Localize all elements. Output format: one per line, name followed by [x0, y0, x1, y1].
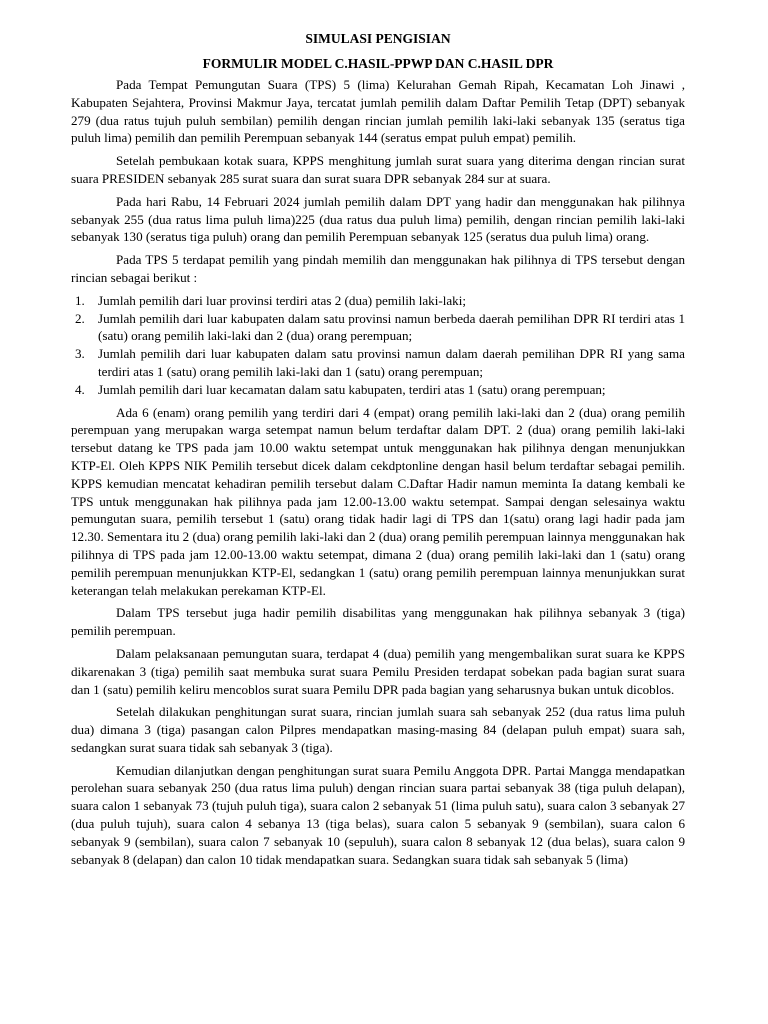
list-item: [71, 292, 685, 310]
list-item: [71, 310, 685, 346]
list-text: Jumlah pemilih dari luar kabupaten dalam satu provinsi namun berbeda daerah pemilihan DPR RI terdiri atas 1 (satu) orang pemilih laki-laki dan 2 (dua) orang perempuan;: [98, 310, 685, 344]
list-text: Jumlah pemilih dari luar kecamatan dalam satu kabupaten, terdiri atas 1 (satu) orang perempuan;: [98, 381, 606, 397]
document-body: [71, 30, 685, 873]
paragraph-pindah-memilih: Pada TPS 5 terdapat pemilih yang pindah memilih dan menggunakan hak pilihnya di TPS tersebut dengan rincian sebagai berikut :: [71, 252, 685, 285]
list-number: 4.: [75, 381, 85, 397]
list-item: [71, 345, 685, 381]
paragraph-surat-suara-rusak: Dalam pelaksanaan pemungutan suara, terdapat 4 (dua) pemilih yang mengembalikan surat suara ke KPPS dikarenakan 3 (tiga) pemilih saat membuka surat suara Pemilu Presiden terdapat sobekan pada bagian surat suara dan 1 (satu) pemilih keliru mencoblos surat suara Pemilu DPR pada bagian yang seharusnya bukan untuk dicoblos.: [71, 645, 685, 697]
document-subtitle: FORMULIR MODEL C.HASIL-PPWP DAN C.HASIL DPR: [202, 56, 554, 71]
list-number: 2.: [75, 310, 85, 326]
paragraph-hasil-pilpres: Setelah dilakukan penghitungan surat suara, rincian jumlah suara sah sebanyak 252 (dua ratus lima puluh dua) dimana 3 (tiga) pasangan calon Pilpres mendapatkan masing-masing 84 (delapan puluh empat) suara sah, sedangkan surat suara tidak sah sebanyak 3 (tiga).: [71, 704, 685, 755]
list-text: Jumlah pemilih dari luar kabupaten dalam satu provinsi namun dalam daerah pemilihan DPR RI yang sama terdiri atas 1 (satu) orang pemilih laki-laki dan 1 (satu) orang perempuan;: [98, 346, 685, 379]
paragraph-hasil-dpr: Kemudian dilanjutkan dengan penghitungan surat suara Pemilu Anggota DPR. Partai Mangga mendapatkan perolehan suara sebanyak 250 (dua ratus lima puluh) dengan rincian suara partai sebanyak 38 (tiga puluh delapan), suara calon 1 sebanyak 73 (tujuh puluh tiga), suara calon 2 sebanyak 51 (lima puluh satu), suara calon 3 sebanyak 27 (dua puluh tujuh), suara calon 4 sebanya 13 (tiga belas), suara calon 5 sebanyak 9 (sembilan), suara calon 6 sebanyak 9 (sembilan), suara calon 7 sebanyak 10 (sepuluh), suara calon 8 sebanyak 12 (dua belas), suara calon 9 sebanyak 8 (delapan) dan calon 10 tidak mendapatkan suara. Sedangkan suara tidak sah sebanyak 5 (lima): [71, 762, 685, 867]
paragraph-disabilitas: Dalam TPS tersebut juga hadir pemilih disabilitas yang menggunakan hak pilihnya sebanyak 3 (tiga) pemilih perempuan.: [71, 605, 685, 639]
paragraph-dpt: Pada Tempat Pemungutan Suara (TPS) 5 (lima) Kelurahan Gemah Ripah, Kecamatan Loh Jinawi , Kabupaten Sejahtera, Provinsi Makmur Jaya, tercatat jumlah pemilih dalam Daftar Pemilih Tetap (DPT) sebanyak 279 (dua ratus tujuh puluh sembilan) pemilih dengan rincian jumlah pemilih laki-laki sebanyak 135 (seratus tiga puluh lima) pemilih dan pemilih Perempuan sebanyak 144 (seratus empat puluh empat) pemilih.: [71, 77, 685, 146]
list-item: [71, 381, 685, 399]
list-number: 1.: [75, 292, 85, 308]
list-text: Jumlah pemilih dari luar provinsi terdiri atas 2 (dua) pemilih laki-laki;: [98, 292, 466, 308]
paragraph-surat-suara: Setelah pembukaan kotak suara, KPPS menghitung jumlah surat suara yang diterima dengan rincian surat suara PRESIDEN sebanyak 285 surat suara dan surat suara DPR sebanyak 284 sur at suara.: [71, 153, 685, 186]
document-title: SIMULASI PENGISIAN: [305, 31, 451, 46]
pindah-memilih-list: [71, 292, 685, 399]
list-number: 3.: [75, 346, 85, 362]
paragraph-pemilih-dptb: Ada 6 (enam) orang pemilih yang terdiri dari 4 (empat) orang pemilih laki-laki dan 2 (dua) orang pemilih perempuan yang merupakan warga setempat namun belum terdaftar dalam DPT. 2 (dua) orang pemilih laki-laki tersebut datang ke TPS pada jam 10.00 waktu setempat untuk menggunakan hak pilihnya dengan menunjukkan KTP-El. Oleh KPPS NIK Pemilih tersebut dicek dalam cekdptonline dengan hasil belum terdaftar sebagai pemilih. KPPS kemudian mencatat kehadiran pemilih tersebut dalam C.Daftar Hadir namun meminta Ia datang kembali ke TPS untuk menggunakan hak pilihnya pada jam 12.00-13.00 waktu setempat. Sampai dengan selesainya waktu pemungutan suara, pemilih tersebut 1 (satu) orang tidak hadir lagi di TPS dan 1(satu) orang lagi hadir pada jam 12.30. Sementara itu 2 (dua) orang pemilih laki-laki dan 2 (dua) orang pemilih perempuan lainnya menggunakan hak pilihnya di TPS pada jam 12.00-13.00 waktu setempat, dimana 2 (dua) orang pemilih laki-laki dan 1 (satu) orang pemilih perempuan menunjukkan KTP-El, sedangkan 1 (satu) orang pemilih perempuan lainnya menunjukkan surat keterangan telah melakukan perekaman KTP-El.: [71, 404, 685, 598]
paragraph-kehadiran: Pada hari Rabu, 14 Februari 2024 jumlah pemilih dalam DPT yang hadir dan menggunakan hak pilihnya sebanyak 255 (dua ratus lima puluh lima)225 (dua ratus dua puluh lima) pemilih, dengan rincian pemilih laki-laki sebanyak 130 (seratus tiga puluh) orang dan pemilih Perempuan sebanyak 125 (seratus dua puluh lima) orang.: [71, 193, 685, 245]
